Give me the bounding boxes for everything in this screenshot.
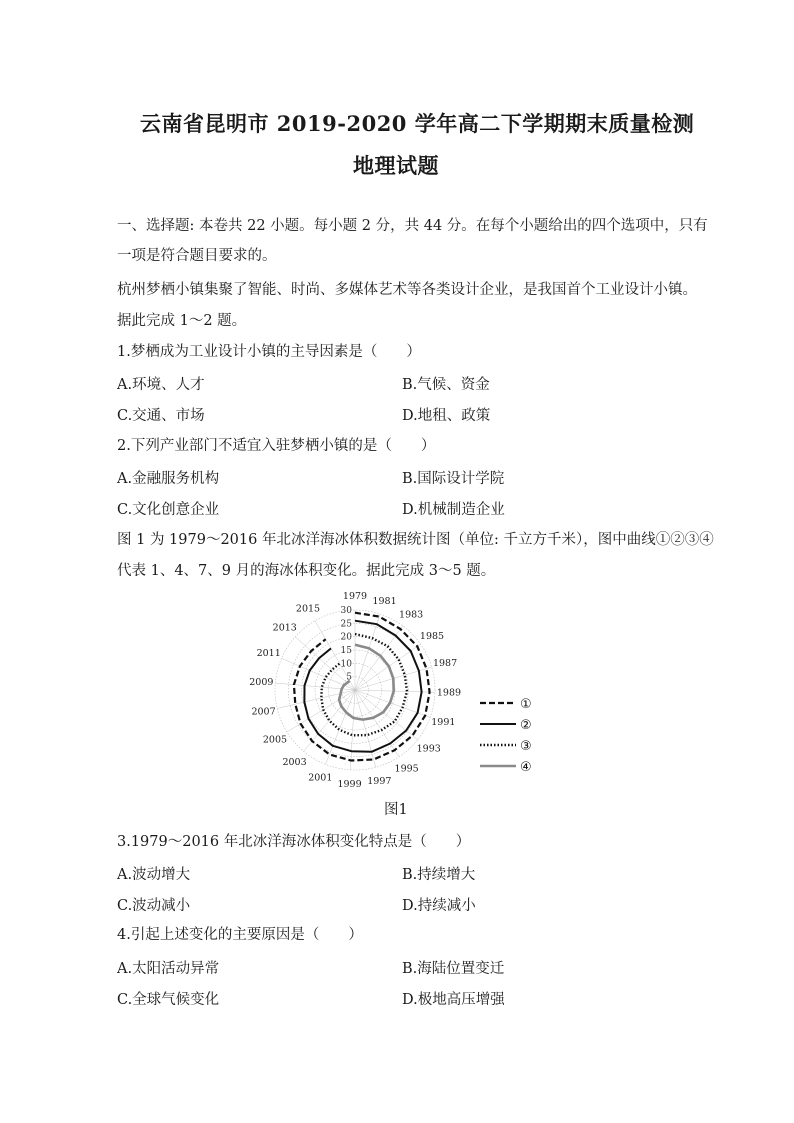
year-label: 2007 (251, 706, 276, 718)
year-label: 1991 (431, 717, 456, 729)
question-3-stem: 3.1979～2016 年北冰洋海冰体积变化特点是（ ） (117, 834, 471, 850)
passage2-line1: 图 1 为 1979～2016 年北冰洋海冰体积数据统计图（单位: 千立方千米），图中曲线①②③④ (117, 532, 714, 548)
question-2-option-c: C.文化创意企业 (117, 502, 220, 518)
question-4-option-a: A.太阳活动异常 (117, 961, 220, 977)
question-2-option-d: D.机械制造企业 (402, 502, 505, 518)
year-label: 2003 (282, 757, 307, 769)
question-2-option-b: B.国际设计学院 (402, 471, 505, 487)
question-3-option-d: D.持续减小 (402, 898, 476, 914)
document-subtitle: 地理试题 (353, 153, 439, 178)
passage1-line2: 据此完成 1～2 题。 (117, 313, 247, 329)
question-4-option-d: D.极地高压增强 (402, 992, 505, 1008)
year-label: 1981 (372, 595, 397, 607)
year-label: 2009 (249, 676, 274, 688)
question-4-option-b: B.海陆位置变迁 (402, 961, 505, 977)
grid-spoke (355, 690, 418, 740)
section-intro-line1: 一、选择题: 本卷共 22 小题。每小题 2 分，共 44 分。在每个小题给出的四个选项中，只有 (117, 218, 708, 234)
radial-tick-label: 25 (340, 619, 352, 630)
year-label: 1983 (399, 609, 424, 621)
document-title: 云南省昆明市 2019-2020 学年高二下学期期末质量检测 (140, 111, 695, 136)
radial-tick-label: 30 (340, 606, 352, 616)
year-label: 1993 (416, 743, 441, 755)
radial-tick-label: 10 (340, 659, 352, 670)
year-label: 2013 (272, 622, 297, 634)
question-1-option-d: D.地租、政策 (402, 408, 491, 424)
grid-spoke (355, 690, 399, 757)
question-1-stem: 1.梦栖成为工业设计小镇的主导因素是（ ） (117, 344, 421, 360)
passage2-line2: 代表 1、4、7、9 月的海冰体积变化。据此完成 3～5 题。 (117, 563, 496, 579)
year-label: 1985 (419, 631, 445, 643)
year-label: 1989 (436, 687, 462, 699)
year-label: 1995 (394, 763, 419, 775)
question-3-option-a: A.波动增大 (117, 867, 191, 883)
year-label: 1987 (432, 658, 458, 670)
question-3-option-b: B.持续增大 (402, 867, 476, 883)
question-1-option-c: C.交通、市场 (117, 408, 205, 424)
question-1-option-a: A.环境、人才 (117, 377, 205, 393)
year-label: 2005 (262, 734, 288, 746)
year-label: 1999 (337, 778, 362, 790)
question-2-option-a: A.金融服务机构 (117, 471, 220, 487)
legend-label-3: ③ (520, 739, 532, 754)
passage1-line1: 杭州梦栖小镇集聚了智能、时尚、多媒体艺术等各类设计企业，是我国首个工业设计小镇。 (117, 282, 697, 298)
radial-tick-label: 5 (346, 672, 352, 683)
question-3-option-c: C.波动减小 (117, 898, 191, 914)
legend-label-2: ② (520, 718, 532, 733)
section-intro-line2: 一项是符合题目要求的。 (117, 248, 277, 264)
year-label: 2015 (295, 603, 321, 615)
year-label: 2011 (256, 647, 281, 659)
year-label: 2001 (308, 772, 333, 784)
radial-tick-label: 20 (340, 632, 352, 643)
year-label: 1979 (342, 591, 368, 602)
radial-tick-label: 15 (340, 646, 352, 656)
question-4-stem: 4.引起上述变化的主要原因是（ ） (117, 927, 363, 943)
year-label: 1997 (367, 775, 392, 787)
legend-label-1: ① (520, 697, 532, 712)
grid-spoke (277, 690, 355, 708)
question-1-option-b: B.气候、资金 (402, 377, 490, 393)
figure-caption: 图1 (384, 802, 408, 818)
legend-label-4: ④ (520, 760, 532, 772)
question-4-option-c: C.全球气候变化 (117, 992, 220, 1008)
chart-legend (478, 692, 548, 772)
question-2-stem: 2.下列产业部门不适宜入驻梦栖小镇的是（ ） (117, 438, 436, 454)
